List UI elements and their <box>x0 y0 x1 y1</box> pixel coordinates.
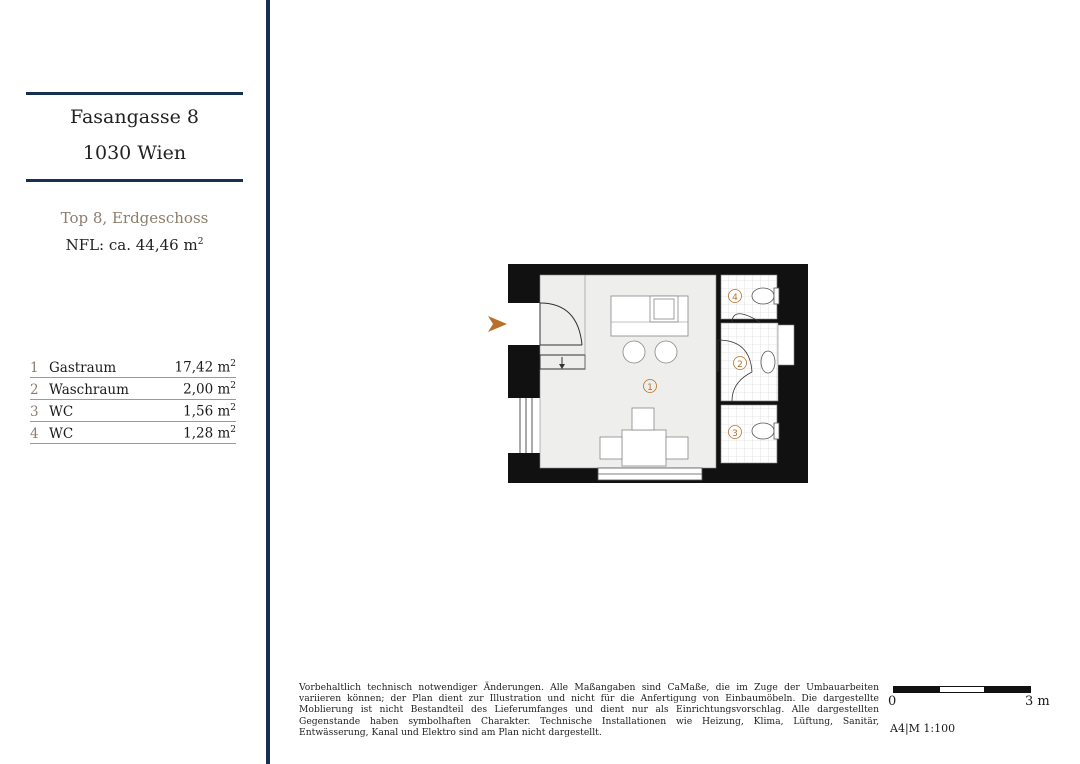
room-area <box>183 381 236 398</box>
waschraum-niche <box>778 325 794 365</box>
floor-plan <box>480 258 820 490</box>
room-area-sup: 2 <box>230 403 236 413</box>
chair <box>666 437 688 459</box>
room-name: WC <box>49 425 74 442</box>
room-number: 2 <box>30 381 39 398</box>
room-area-value: 2,00 m <box>183 381 231 398</box>
address-street: Fasangasse 8 <box>70 106 199 128</box>
stool <box>655 341 677 363</box>
toilet-wc3 <box>752 423 774 439</box>
room-number: 3 <box>30 403 39 420</box>
room-area-value: 17,42 m <box>174 359 231 376</box>
room-row <box>30 422 236 444</box>
unit-area-value: NFL: ca. 44,46 m <box>65 236 198 254</box>
plan-label-2: 2 <box>737 360 743 370</box>
dining-table <box>622 430 666 466</box>
stool <box>623 341 645 363</box>
room-name: Gastraum <box>49 359 117 376</box>
room-number: 1 <box>30 359 39 376</box>
address-top-rule <box>26 92 243 95</box>
entrance-arrow-icon <box>488 316 507 332</box>
room-name: WC <box>49 403 74 420</box>
unit-area-unit-sup: 2 <box>197 237 204 247</box>
room-name: Waschraum <box>49 381 129 398</box>
room-list <box>30 356 236 444</box>
plan-label-4: 4 <box>732 293 738 303</box>
room-area-sup: 2 <box>230 359 236 369</box>
scale-bar-segment-1 <box>893 686 939 693</box>
room-area-value: 1,56 m <box>183 403 231 420</box>
room-row <box>30 400 236 422</box>
disclaimer-text: Vorbehaltlich technisch notwendiger Änderungen. Alle Maßangaben sind CaMaße, die im Zuge der Umbauarbeiten variieren können; der Plan dient zur Illustration und nicht für die Anfertigung von Einbaumöbeln. Die dargestellte Moblierung ist nicht Bestandteil des Lieferumfanges und dient nur als Einrichtungsvorschlag. Alle dargestellten Gegenstande haben symbolhaften Charakter. Technische Installationen wie Heizung, Klima, Lüftung, Sanitär, Entwässerung, Kanal und Elektro sind am Plan nicht dargestellt. <box>299 682 879 738</box>
room-row <box>30 356 236 378</box>
scale-bar-segment-3 <box>985 686 1031 693</box>
chair <box>600 437 622 459</box>
room-area-sup: 2 <box>230 381 236 391</box>
entrance-door-opening <box>508 303 540 345</box>
room-area-sup: 2 <box>230 425 236 435</box>
scale-bar-segment-2 <box>939 686 985 693</box>
scale-end-label: 3 m <box>1025 694 1050 709</box>
vertical-divider <box>266 0 270 764</box>
toilet-wc4 <box>752 288 774 304</box>
scale-start-label: 0 <box>888 694 897 709</box>
plan-label-1: 1 <box>647 383 653 393</box>
room-area <box>175 359 236 376</box>
address-bottom-rule <box>26 179 243 182</box>
room-area <box>183 403 236 420</box>
unit-area <box>26 236 243 254</box>
window-opening-left <box>508 398 540 453</box>
unit-floor: Top 8, Erdgeschoss <box>60 209 209 227</box>
room-row <box>30 378 236 400</box>
address-city: 1030 Wien <box>82 142 187 164</box>
chair <box>632 408 654 430</box>
room-area <box>183 425 236 442</box>
scale-ratio-label: A4|M 1:100 <box>890 722 956 735</box>
room-area-value: 1,28 m <box>183 425 231 442</box>
plan-label-3: 3 <box>732 429 738 439</box>
wash-basin <box>761 351 775 373</box>
room-number: 4 <box>30 425 39 442</box>
